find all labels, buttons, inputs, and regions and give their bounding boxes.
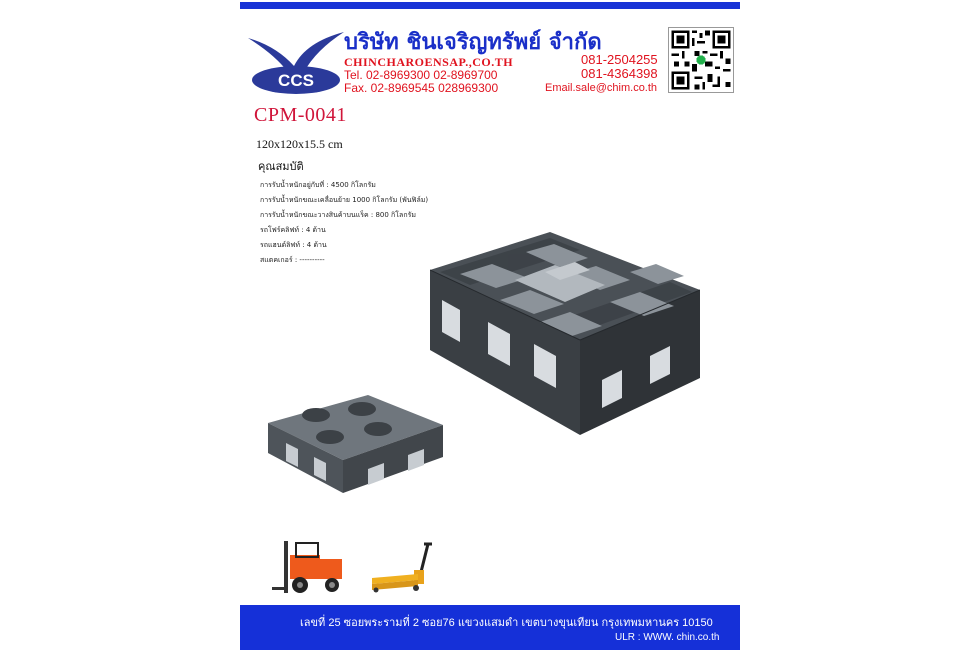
small-pallet-image (268, 385, 443, 495)
product-model: CPM-0041 (254, 104, 347, 126)
hand-pallet-truck-image (370, 540, 445, 595)
company-name-english: CHINCHAROENSAP.,CO.TH (344, 55, 514, 69)
product-dimensions: 120x120x15.5 cm (256, 137, 343, 151)
spec-stacker: สแตคเกอร์ : ---------- (260, 256, 325, 264)
footer-bar (240, 605, 740, 650)
catalog-sheet (240, 0, 740, 650)
spec-static-load: การรับน้ำหนักอยู่กับที่ : 4500 กิโลกรัม (260, 181, 376, 189)
spec-dynamic-load: การรับน้ำหนักขณะเคลื่อนย้าย 1000 กิโลกรัม (พันฟิล์ม) (260, 196, 429, 204)
mobile-number-1: 081-2504255 (581, 52, 658, 67)
fax: Fax. 02-8969545 028969300 (344, 81, 499, 95)
telephone: Tel. 02-8969300 02-8969700 (344, 68, 498, 82)
company-name-thai: บริษัท ชินเจริญทรัพย์ จำกัด (344, 30, 602, 55)
spec-handlift-entry: รถแฮนด์ลิฟท์ : 4 ด้าน (260, 241, 327, 249)
forklift-image (270, 537, 352, 599)
top-blue-bar (240, 2, 740, 9)
spec-rack-load: การรับน้ำหนักขณะวางสินค้าบนแร็ค : 800 กิโลกรัม (260, 211, 416, 219)
email-address: Email.sale@chim.co.th (545, 82, 658, 94)
properties-title: คุณสมบัติ (258, 160, 304, 173)
company-address: เลขที่ 25 ซอยพระรามที่ 2 ซอย76 แขวงแสมดำ เขตบางขุนเทียน กรุงเทพมหานคร 10150 (300, 617, 713, 629)
spec-forklift-entry: รถโฟร์คลิฟท์ : 4 ด้าน (260, 226, 326, 234)
logo-text: CCS (278, 71, 314, 90)
ccs-logo (246, 28, 346, 98)
website-url: ULR : WWW. chin.co.th (615, 632, 720, 643)
mobile-number-2: 081-4364398 (581, 66, 658, 81)
large-pallet-image (430, 210, 700, 450)
qr-code (668, 27, 734, 93)
